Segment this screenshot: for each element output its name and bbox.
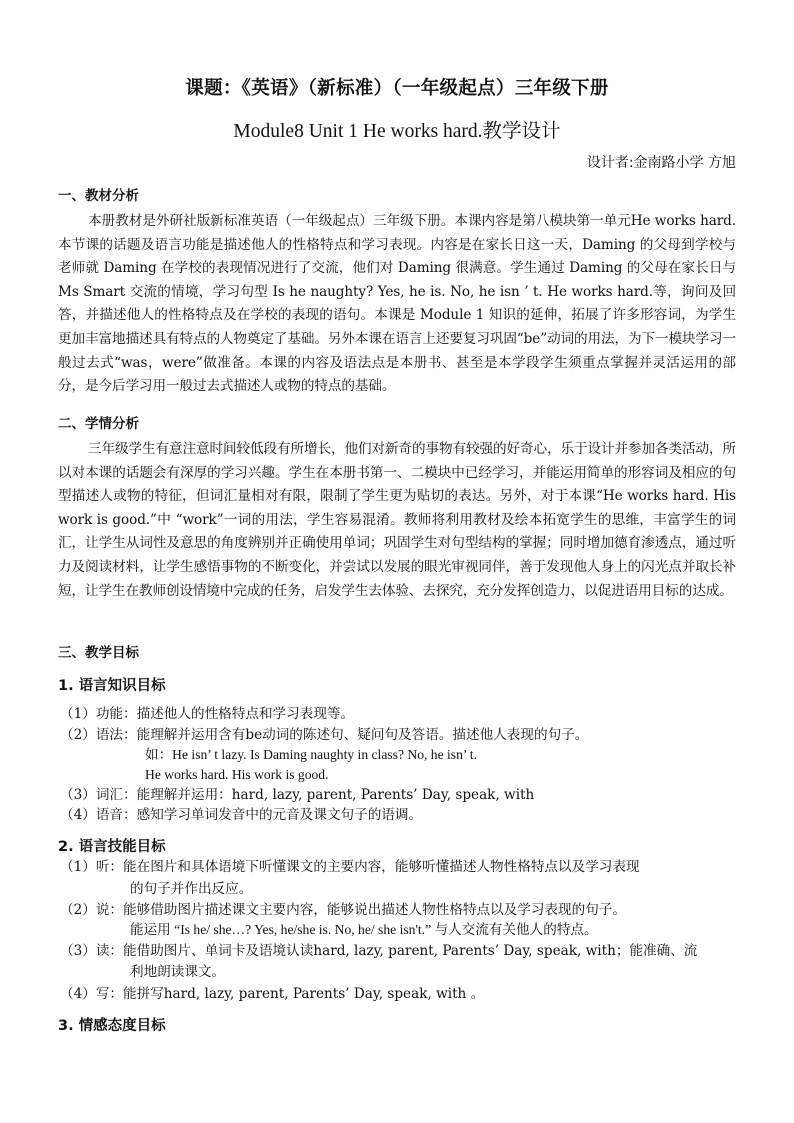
section1-paragraph [58,210,736,399]
goal1-example-2: He works hard. His work is good. [145,767,329,782]
goal2-item-speaking-cont: 能运用 “Is he/ she…? Yes, he/she is. No, he/ she isn't.” 与人交流有关他人的特点。 [130,922,598,937]
goal2-item-listening-cont: 的句子并作出反应。 [130,881,253,896]
lesson-subtitle: Module8 Unit 1 He works hard.教学设计 [233,121,561,142]
goal2-item-reading: （3）读：能借助图片、单词卡及语境认读hard, lazy, parent, Parents’ Day, speak, with；能准确、流 [60,943,698,959]
section1-text: 本册教材是外研社版新标准英语（一年级起点）三年级下册。本课内容是第八模块第一单元He works hard. 本节课的话题及语言功能是描述他人的性格特点和学习表现。内容是在家长日这一天，Daming 的父母到学校与老师就 Daming 在学校的表现情况进行了交流，他们对 Daming 很满意。学生通过 Daming 的父母在家长日与 Ms Smart 交流的情境，学习句型 Is he naughty? Yes, he is. No, he isn ’ t. He works hard.等，询问及回答，并描述他人的性格特点及在学校的表现的语句。本课是 Module 1 知识的延伸，拓展了许多形容词，为学生更加丰富地描述具有特点的人物奠定了基础。另外本课在语言上还要复习巩固“be”动词的用法，为下一模块学习一般过去式“was，were”做准备。本课的内容及语法点是本册书、甚至是本学段学生须重点掌握并灵活运用的部分，是今后学习用一般过去式描述人或物的特点的基础。 [58,213,736,395]
goal2-item-reading-cont: 利地朗读课文。 [130,964,226,979]
goal1-example-1: 如：He isn’ t lazy. Is Daming naughty in class? No, he isn’ t. [145,747,477,762]
goal1-item-grammar: （2）语法：能理解并运用含有be动词的陈述句、疑问句及答语。描述他人表现的句子。 [60,727,589,743]
goal1-heading: 1. 语言知识目标 [58,678,166,694]
section3-heading: 三、教学目标 [58,645,139,661]
goal2-item-speaking: （2）说：能够借助图片描述课文主要内容，能够说出描述人物性格特点以及学习表现的句子。 [60,902,626,918]
goal2-heading: 2. 语言技能目标 [58,839,166,855]
section2-paragraph [58,438,736,603]
section2-text: 三年级学生有意注意时间较低段有所增长，他们对新奇的事物有较强的好奇心，乐于设计并参加各类活动，所以对本课的话题会有深厚的学习兴趣。学生在本册书第一、二模块中已经学习，并能运用简单的形容词及相应的句型描述人或物的特征，但词汇量相对有限，限制了学生更为贴切的表达。另外，对于本课“He works hard. His work is good.”中 “work”一词的用法，学生容易混淆。教师将利用教材及绘本拓宽学生的思维，丰富学生的词汇，让学生从词性及意思的角度辨别并正确使用单词；巩固学生对句型结构的掌握；同时增加德育渗透点，通过听力及阅读材料，让学生感悟事物的不断变化，并尝试以发展的眼光审视同伴，善于发现他人身上的闪光点并取长补短，让学生在教师创设情境中完成的任务，启发学生去体验、去探究，充分发挥创造力，以促进语用目标的达成。 [58,441,736,599]
goal1-item-function: （1）功能：描述他人的性格特点和学习表现等。 [60,706,355,722]
goal3-heading: 3. 情感态度目标 [58,1018,166,1034]
goal1-item-vocabulary: （3）词汇：能理解并运用：hard, lazy, parent, Parents’ Day, speak, with [60,787,535,803]
lesson-title: 课题：《英语》（新标准）（一年级起点）三年级下册 [185,78,609,99]
goal1-item-phonics: （4）语音：感知学习单词发音中的元音及课文句子的语调。 [60,807,423,823]
section1-heading: 一、教材分析 [58,188,139,204]
designer-line: 设计者:金南路小学 方旭 [586,155,736,171]
section2-heading: 二、学情分析 [58,416,139,432]
goal2-item-listening: （1）听：能在图片和具体语境下听懂课文的主要内容，能够听懂描述人物性格特点以及学习表现 [60,859,640,875]
goal2-item-writing: （4）写：能拼写hard, lazy, parent, Parents’ Day, speak, with 。 [60,986,485,1002]
